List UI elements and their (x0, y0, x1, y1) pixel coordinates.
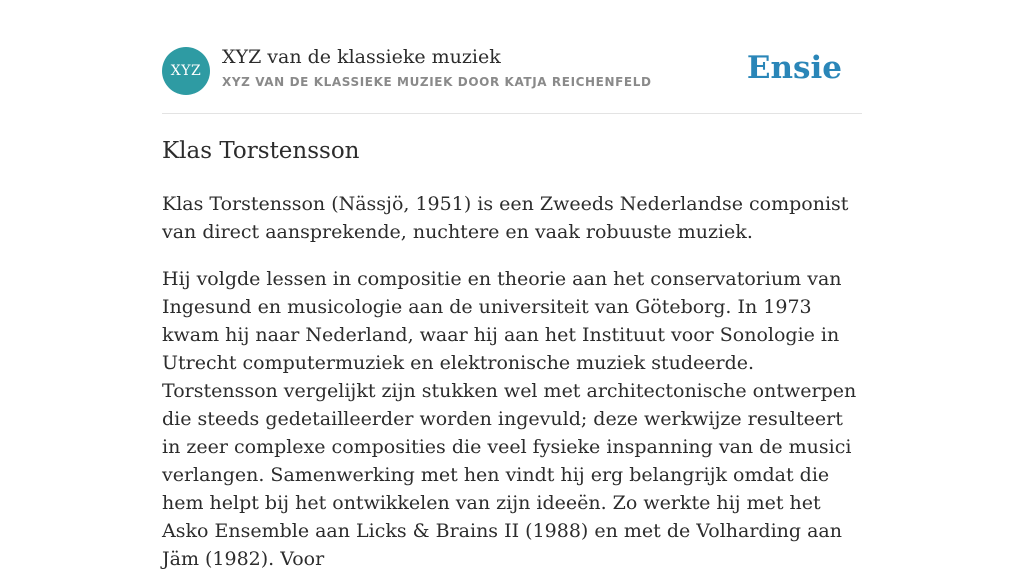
ensie-logo[interactable]: Ensie (746, 50, 842, 86)
article-paragraph: Klas Torstensson (Nässjö, 1951) is een Zweeds Nederlandse componist van direct aansprekende, nuchtere en vaak robuuste muziek. (162, 193, 849, 243)
blog-title-link[interactable]: XYZ van de klassieke muziek (222, 46, 501, 68)
article-paragraph: Hij volgde lessen in compositie en theorie aan het conservatorium van Ingesund en musicologie aan de universiteit van Göteborg. In 1973 kwam hij naar Nederland, waar hij aan het Instituut voor Sonologie in Utrecht computermuziek en elektronische muziek studeerde. Torstensson vergelijkt zijn stukken wel met architectonische ontwerpen die steeds gedetailleerder worden ingevuld; deze werkwijze resulteert in zeer complexe composities die veel fysieke inspanning van de musici verlangen. Samenwerking met hen vindt hij erg belangrijk omdat die hem helpt bij het ontwikkelen van zijn ideeën. Zo werkte hij met het Asko Ensemble aan Licks & Brains II (1988) en met de Volharding aan Jäm (1982). Voor (162, 268, 857, 570)
blog-avatar[interactable] (162, 47, 210, 95)
site-header (162, 0, 862, 114)
article-container (162, 0, 862, 570)
avatar-text: XYZ (170, 63, 202, 79)
article-title: Klas Torstensson (162, 138, 360, 164)
blog-subtitle: XYZ VAN DE KLASSIEKE MUZIEK DOOR KATJA REICHENFELD (222, 75, 652, 89)
